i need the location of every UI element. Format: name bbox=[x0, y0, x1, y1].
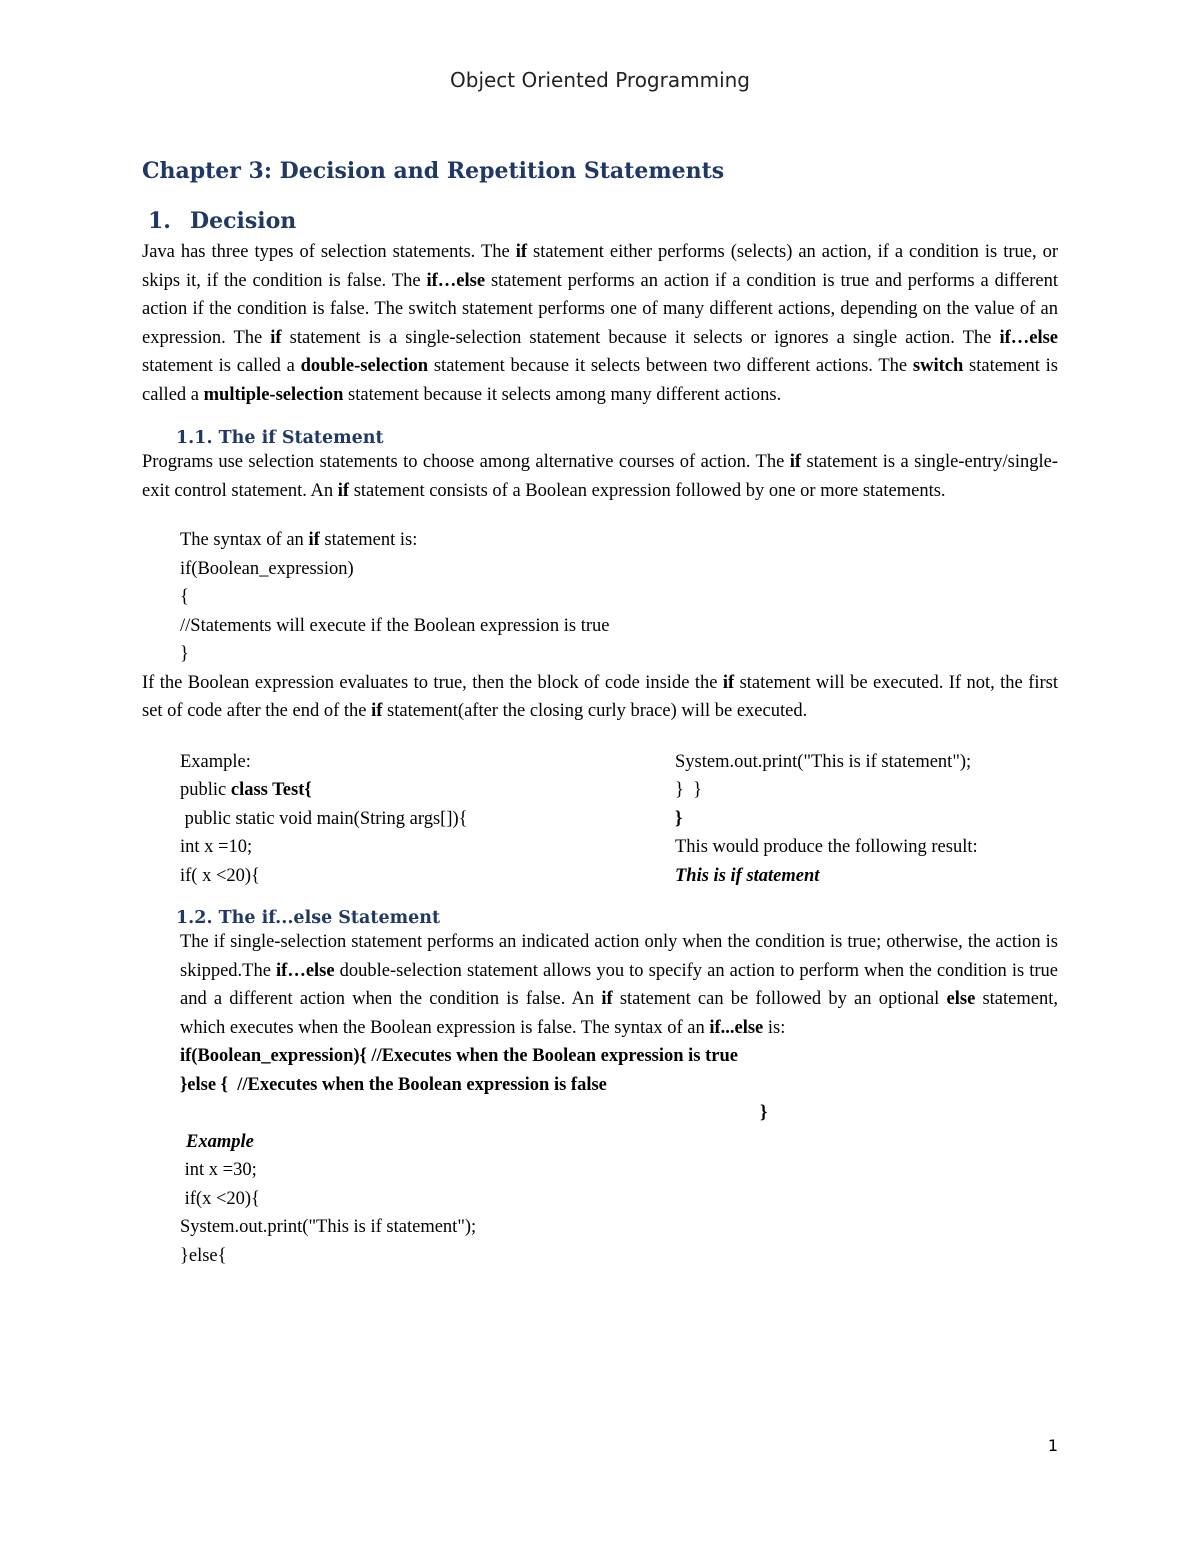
keyword-if: if bbox=[722, 672, 735, 693]
text-run: The syntax of an bbox=[180, 530, 309, 550]
text-run: statement performs an action if a condition is true and performs a different action if the condition is false. The switch statement performs one of many different actions, depending on the value of an expression. The bbox=[142, 270, 1058, 348]
keyword-if: if bbox=[371, 701, 383, 721]
keyword-else: else bbox=[946, 989, 976, 1009]
code-line: System.out.print("This is if statement"); bbox=[675, 751, 972, 772]
code-line: if(Boolean_expression) bbox=[180, 558, 354, 579]
keyword-if: if bbox=[308, 530, 320, 550]
if-else-example-label: Example bbox=[186, 1131, 254, 1152]
section-number: 1. bbox=[148, 208, 171, 234]
code-line: { bbox=[180, 587, 189, 607]
code-line: if(x <20){ bbox=[180, 1188, 260, 1209]
keyword-if-else: if…else bbox=[426, 270, 486, 291]
text-run: public bbox=[180, 780, 231, 800]
subsection-heading-if-else: 1.2. The if...else Statement bbox=[176, 908, 441, 928]
class-declaration: class Test{ bbox=[230, 780, 312, 800]
code-line: //Statements will execute if the Boolean expression is true bbox=[180, 615, 610, 636]
text-run: Java has three types of selection statements. The bbox=[142, 242, 516, 262]
keyword-if: if bbox=[515, 242, 528, 262]
code-line: public static void main(String args[]){ bbox=[180, 808, 468, 829]
text-run: statement can be followed by an optional bbox=[612, 989, 947, 1009]
if-else-closing-brace: } bbox=[760, 1103, 768, 1123]
text-run: statement is called a bbox=[142, 356, 301, 376]
text-run: Programs use selection statements to choose among alternative courses of action. The bbox=[142, 452, 790, 472]
text-run: statement is called a bbox=[142, 356, 1059, 405]
if-else-section-body bbox=[142, 928, 1058, 1270]
keyword-if-else: if...else bbox=[709, 1017, 764, 1038]
text-run: If the Boolean expression evaluates to true, then the block of code inside the bbox=[142, 672, 723, 693]
if-statement-paragraph bbox=[142, 448, 1058, 505]
if-else-paragraph bbox=[180, 928, 1058, 1042]
keyword-switch: switch bbox=[912, 356, 964, 376]
code-line: } } bbox=[675, 780, 703, 800]
text-run: statement either performs (selects) an action, if a condition is true, or skips it, if the condition is false. The bbox=[142, 242, 1058, 291]
if-else-syntax-line-1: if(Boolean_expression){ //Executes when the Boolean expression is true bbox=[180, 1046, 738, 1066]
text-run: statement is: bbox=[319, 530, 418, 550]
text-run: statement consists of a Boolean expression followed by one or more statements. bbox=[349, 480, 946, 501]
code-line: int x =30; bbox=[180, 1160, 257, 1180]
code-line: } bbox=[180, 644, 189, 664]
code-line: System.out.print("This is if statement"); bbox=[180, 1217, 477, 1237]
syntax-intro bbox=[180, 526, 1058, 555]
text-run: statement will be executed. If not, the first set of code after the end of the bbox=[142, 672, 1058, 721]
text-run: statement, which executes when the Boolean expression is false. The syntax of an bbox=[180, 989, 1058, 1038]
text-run: The if single-selection statement performs an indicated action only when the condition is true; otherwise, the action is skipped.The bbox=[180, 932, 1058, 981]
text-run: is: bbox=[763, 1017, 786, 1038]
if-syntax-block bbox=[142, 526, 1058, 669]
code-line: if( x <20){ bbox=[180, 865, 260, 886]
text-run: statement because it selects between two different actions. The bbox=[428, 356, 913, 376]
result-intro: This would produce the following result: bbox=[675, 837, 978, 857]
section-heading-decision bbox=[142, 208, 1058, 234]
text-run: statement(after the closing curly brace) will be executed. bbox=[382, 701, 808, 721]
if-execution-paragraph bbox=[142, 669, 1058, 726]
page-number: 1 bbox=[1047, 1436, 1058, 1455]
section-title: Decision bbox=[190, 208, 297, 234]
if-example-block bbox=[142, 748, 1058, 891]
example-result: This is if statement bbox=[675, 865, 820, 886]
text-run: statement is a single-selection statement because it selects or ignores a single action. The bbox=[281, 327, 1000, 348]
code-line: } bbox=[675, 808, 683, 829]
keyword-if: if bbox=[789, 452, 802, 472]
keyword-if: if bbox=[337, 480, 350, 501]
example-label: Example: bbox=[180, 751, 251, 772]
keyword-if-else: if…else bbox=[276, 960, 335, 981]
code-line: }else{ bbox=[180, 1245, 227, 1266]
keyword-if: if bbox=[270, 327, 282, 348]
example-right-column bbox=[675, 748, 1058, 891]
text-run: statement is a single-entry/single-exit control statement. An bbox=[142, 452, 1059, 501]
if-else-syntax-line-2: }else { //Executes when the Boolean expression is false bbox=[180, 1074, 607, 1095]
code-line: int x =10; bbox=[180, 837, 253, 857]
subsection-heading-if: 1.1. The if Statement bbox=[176, 428, 384, 448]
example-left-column bbox=[142, 748, 675, 891]
text-run: double-selection statement allows you to specify an action to perform when the condition is true and a different action when the condition is false. An bbox=[180, 960, 1059, 1009]
term-multiple-selection: multiple-selection bbox=[203, 384, 344, 405]
decision-paragraph bbox=[142, 238, 1058, 409]
keyword-if: if bbox=[601, 989, 613, 1009]
keyword-if-else: if…else bbox=[999, 327, 1058, 348]
page-header: Object Oriented Programming bbox=[450, 68, 750, 92]
page-content bbox=[142, 150, 1058, 1270]
text-run: statement because it selects among many different actions. bbox=[343, 384, 782, 405]
chapter-title: Chapter 3: Decision and Repetition Statements bbox=[142, 158, 725, 184]
term-double-selection: double-selection bbox=[300, 356, 429, 376]
code-line bbox=[180, 776, 675, 805]
